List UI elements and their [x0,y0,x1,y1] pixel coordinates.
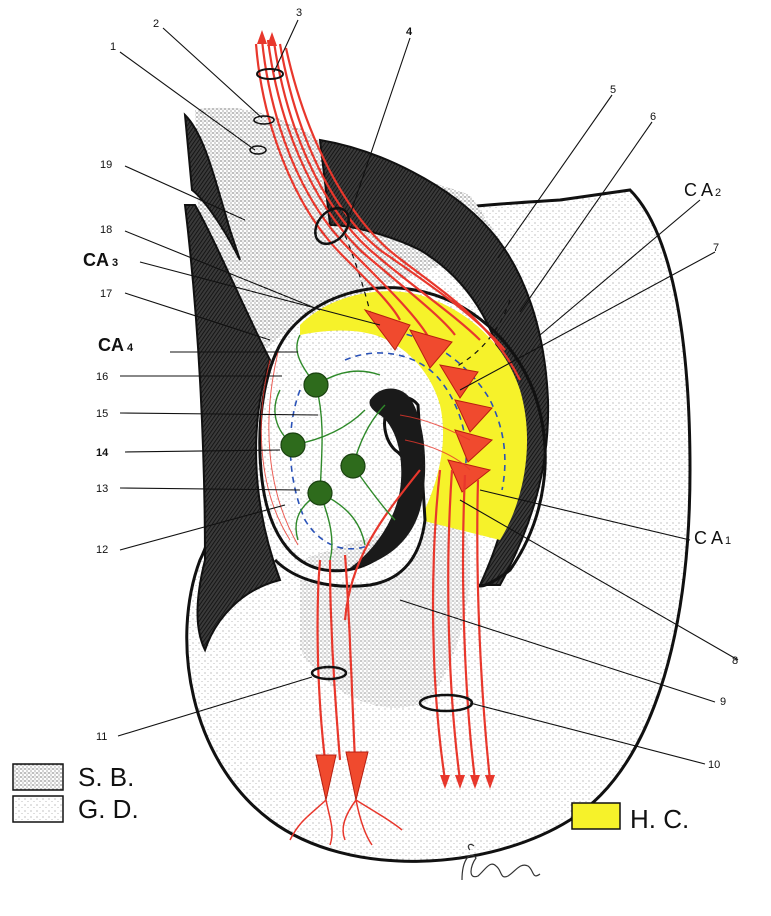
label-ca3 [83,250,118,270]
label-8: 8 [732,655,739,667]
label-ca4-sub: 4 [127,342,134,354]
legend-swatch-gd [13,796,63,822]
label-11: 11 [96,731,108,743]
label-19: 19 [100,159,113,171]
label-2: 2 [153,18,160,30]
label-13: 13 [96,483,109,495]
legend-label-sb: S. B. [78,762,135,792]
legend-label-gd: G. D. [78,794,139,824]
label-9: 9 [720,696,727,708]
legend-swatch-hc [572,803,620,829]
label-4: 4 [406,26,413,38]
label-12: 12 [96,544,109,556]
label-3: 3 [296,7,303,19]
label-18: 18 [100,224,113,236]
label-10: 10 [708,759,721,771]
label-ca2-main: C A [684,180,714,200]
legend-label-hc: H. C. [630,804,690,834]
label-6: 6 [650,111,657,123]
label-ca1 [694,528,731,548]
label-5: 5 [610,84,617,96]
label-ca2 [684,180,721,200]
label-16: 16 [96,371,109,383]
label-ca4 [98,335,134,355]
label-ca3-main: CA [83,250,109,270]
label-17: 17 [100,288,113,300]
label-ca2-sub: 2 [715,187,722,199]
label-1: 1 [110,41,117,53]
fiber-arrowheads-top [257,30,277,46]
label-ca3-sub: 3 [112,257,119,269]
label-15: 15 [96,408,109,420]
legend-swatch-sb [13,764,63,790]
label-ca4-main: CA [98,335,124,355]
label-14: 14 [96,447,109,459]
label-ca1-main: C A [694,528,724,548]
label-ca1-sub: 1 [725,535,732,547]
label-7: 7 [713,242,720,254]
